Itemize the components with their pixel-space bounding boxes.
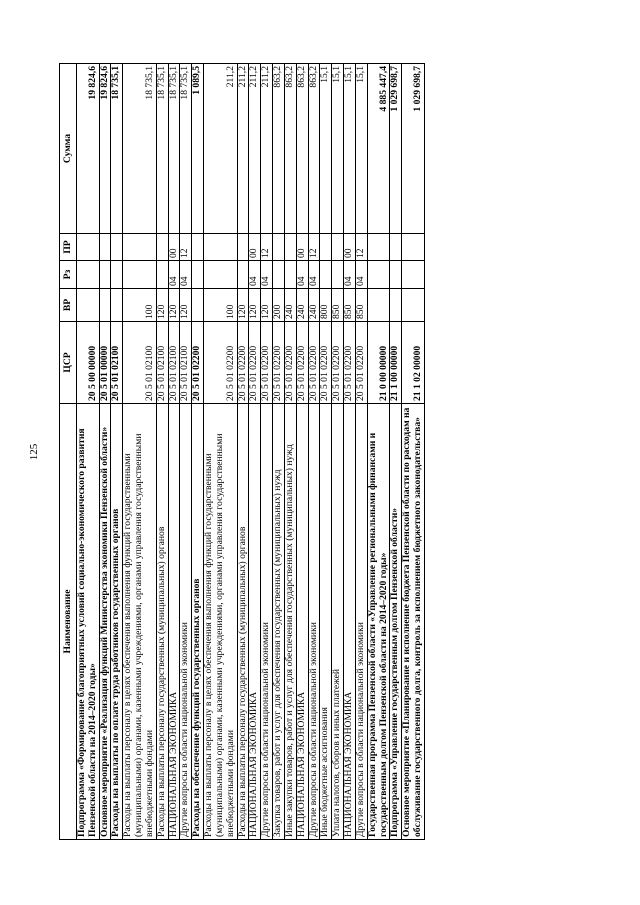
- cell-vr: 100: [123, 289, 156, 322]
- cell-name: Расходы на выплаты персоналу государственных (муниципальных) органов: [156, 404, 168, 840]
- cell-sum: 18 735,1: [111, 64, 123, 234]
- cell-pr: [320, 234, 332, 261]
- cell-pr: 00: [344, 234, 356, 261]
- cell-csr: 21 1 00 00000: [390, 322, 402, 404]
- header-vr: ВР: [60, 289, 77, 322]
- cell-name: Иные бюджетные ассигнования: [320, 404, 332, 840]
- cell-rz: 04: [355, 261, 367, 289]
- cell-vr: 200: [273, 289, 285, 322]
- cell-csr: 20 5 01 02200: [332, 322, 344, 404]
- table-row: [111, 64, 123, 840]
- cell-pr: [192, 234, 204, 261]
- cell-rz: 04: [249, 261, 261, 289]
- table-row: [261, 64, 273, 840]
- cell-sum: 211,2: [261, 64, 273, 234]
- cell-pr: 12: [308, 234, 320, 261]
- cell-vr: 240: [308, 289, 320, 322]
- cell-pr: [367, 234, 390, 261]
- table-row: [355, 64, 367, 840]
- header-pr: ПР: [60, 234, 77, 261]
- table-header-row: [60, 64, 77, 840]
- cell-name: Государственная программа Пензенской области «Управление региональными финансами и государственным долгом Пензенской области на 2014–2020 годы»: [367, 404, 390, 840]
- cell-csr: 20 5 01 02200: [355, 322, 367, 404]
- cell-rz: [367, 261, 390, 289]
- cell-name: НАЦИОНАЛЬНАЯ ЭКОНОМИКА: [168, 404, 180, 840]
- cell-vr: [367, 289, 390, 322]
- cell-name: Другие вопросы в области национальной экономики: [355, 404, 367, 840]
- table-row: [99, 64, 111, 840]
- cell-vr: 120: [168, 289, 180, 322]
- cell-name: Другие вопросы в области национальной экономики: [308, 404, 320, 840]
- header-csr: ЦСР: [60, 322, 77, 404]
- cell-rz: [273, 261, 285, 289]
- cell-vr: 120: [261, 289, 273, 322]
- table-row: [332, 64, 344, 840]
- cell-pr: [273, 234, 285, 261]
- cell-pr: 00: [168, 234, 180, 261]
- cell-sum: 211,2: [249, 64, 261, 234]
- cell-csr: 20 5 01 02200: [237, 322, 249, 404]
- cell-pr: [99, 234, 111, 261]
- cell-sum: 15,1: [332, 64, 344, 234]
- cell-csr: 20 5 01 02100: [156, 322, 168, 404]
- cell-csr: 20 5 01 02200: [249, 322, 261, 404]
- cell-vr: 850: [355, 289, 367, 322]
- cell-pr: [111, 234, 123, 261]
- cell-sum: 15,1: [355, 64, 367, 234]
- table-row: [402, 64, 425, 840]
- cell-name: Подпрограмма «Формирование благоприятных условий социально-экономического развития Пензенской области на 2014–2020 годы»: [77, 404, 100, 840]
- table-row: [284, 64, 296, 840]
- cell-rz: [390, 261, 402, 289]
- cell-rz: [156, 261, 168, 289]
- cell-pr: [204, 234, 237, 261]
- cell-sum: 18 735,1: [156, 64, 168, 234]
- cell-pr: [156, 234, 168, 261]
- table-row: [168, 64, 180, 840]
- cell-csr: 20 5 01 02200: [273, 322, 285, 404]
- table-row: [77, 64, 100, 840]
- cell-sum: 19 824,6: [77, 64, 100, 234]
- cell-name: Расходы на выплаты персоналу в целях обеспечения выполнения функций государственными (муниципальными) органами, казенными учреждениями, органами управления государственными внебюджетными фондами: [204, 404, 237, 840]
- cell-pr: 00: [296, 234, 308, 261]
- cell-csr: 20 5 00 00000: [77, 322, 100, 404]
- table-row: [296, 64, 308, 840]
- cell-name: НАЦИОНАЛЬНАЯ ЭКОНОМИКА: [296, 404, 308, 840]
- cell-pr: 12: [261, 234, 273, 261]
- cell-name: НАЦИОНАЛЬНАЯ ЭКОНОМИКА: [344, 404, 356, 840]
- cell-csr: 20 5 01 02200: [344, 322, 356, 404]
- cell-rz: 04: [296, 261, 308, 289]
- cell-csr: 21 0 00 00000: [367, 322, 390, 404]
- cell-name: Закупка товаров, работ и услуг для обеспечения государственных (муниципальных) нужд: [273, 404, 285, 840]
- table-row: [344, 64, 356, 840]
- budget-table-container: [59, 64, 581, 840]
- cell-sum: 1 029 698,7: [390, 64, 402, 234]
- cell-csr: 20 5 01 02200: [284, 322, 296, 404]
- cell-csr: 20 5 01 02100: [180, 322, 192, 404]
- cell-vr: [402, 289, 425, 322]
- cell-sum: 863,2: [308, 64, 320, 234]
- cell-rz: [123, 261, 156, 289]
- cell-csr: 20 5 01 02200: [192, 322, 204, 404]
- cell-rz: 04: [308, 261, 320, 289]
- cell-rz: [77, 261, 100, 289]
- cell-pr: [237, 234, 249, 261]
- cell-csr: 20 5 01 02100: [123, 322, 156, 404]
- table-row: [273, 64, 285, 840]
- budget-table: [59, 63, 425, 840]
- cell-vr: 240: [296, 289, 308, 322]
- table-body: [77, 64, 425, 840]
- cell-rz: [402, 261, 425, 289]
- cell-sum: 863,2: [284, 64, 296, 234]
- cell-name: Иные закупки товаров, работ и услуг для обеспечения государственных (муниципальных) нужд: [284, 404, 296, 840]
- cell-vr: 120: [156, 289, 168, 322]
- cell-csr: 20 5 01 00000: [99, 322, 111, 404]
- cell-sum: 1 029 698,7: [402, 64, 425, 234]
- cell-vr: 850: [344, 289, 356, 322]
- cell-csr: 20 5 01 02200: [261, 322, 273, 404]
- cell-vr: [192, 289, 204, 322]
- cell-pr: [402, 234, 425, 261]
- cell-name: Основное мероприятие «Планирование и исполнение бюджета Пензенской области по расходам на обслуживание государственного долга, контроль за исполнением бюджетного законодательства»: [402, 404, 425, 840]
- cell-sum: 15,1: [344, 64, 356, 234]
- table-row: [156, 64, 168, 840]
- cell-csr: 20 5 01 02200: [204, 322, 237, 404]
- cell-vr: [99, 289, 111, 322]
- cell-name: Другие вопросы в области национальной экономики: [180, 404, 192, 840]
- cell-vr: 800: [320, 289, 332, 322]
- cell-sum: 4 885 447,4: [367, 64, 390, 234]
- cell-vr: 240: [284, 289, 296, 322]
- cell-pr: [284, 234, 296, 261]
- table-row: [390, 64, 402, 840]
- cell-rz: 04: [168, 261, 180, 289]
- cell-vr: 850: [332, 289, 344, 322]
- cell-pr: [123, 234, 156, 261]
- cell-name: Расходы на выплаты по оплате труда работников государственных органов: [111, 404, 123, 840]
- cell-vr: 100: [204, 289, 237, 322]
- cell-rz: 04: [180, 261, 192, 289]
- cell-vr: [390, 289, 402, 322]
- cell-vr: 120: [249, 289, 261, 322]
- cell-sum: 211,2: [237, 64, 249, 234]
- header-sum: Сумма: [60, 64, 77, 234]
- cell-pr: 12: [180, 234, 192, 261]
- cell-name: Основное мероприятие «Реализация функций Министерства экономики Пензенской области»: [99, 404, 111, 840]
- cell-name: НАЦИОНАЛЬНАЯ ЭКОНОМИКА: [249, 404, 261, 840]
- cell-vr: 120: [237, 289, 249, 322]
- table-row: [367, 64, 390, 840]
- cell-rz: 04: [344, 261, 356, 289]
- cell-csr: 20 5 01 02200: [308, 322, 320, 404]
- cell-sum: 211,2: [204, 64, 237, 234]
- cell-sum: 863,2: [273, 64, 285, 234]
- cell-rz: 04: [261, 261, 273, 289]
- cell-sum: 1 089,5: [192, 64, 204, 234]
- cell-name: Уплата налогов, сборов и иных платежей: [332, 404, 344, 840]
- cell-csr: 21 1 02 00000: [402, 322, 425, 404]
- header-rz: Рз: [60, 261, 77, 289]
- cell-rz: [204, 261, 237, 289]
- table-row: [249, 64, 261, 840]
- cell-name: Другие вопросы в области национальной экономики: [261, 404, 273, 840]
- cell-pr: 00: [249, 234, 261, 261]
- cell-rz: [111, 261, 123, 289]
- cell-name: Подпрограмма «Управление государственным долгом Пензенской области»: [390, 404, 402, 840]
- cell-name: Расходы на обеспечение функций государственных органов: [192, 404, 204, 840]
- cell-rz: [320, 261, 332, 289]
- cell-rz: [284, 261, 296, 289]
- cell-vr: [111, 289, 123, 322]
- table-row: [192, 64, 204, 840]
- cell-sum: 18 735,1: [180, 64, 192, 234]
- cell-pr: [332, 234, 344, 261]
- cell-sum: 18 735,1: [168, 64, 180, 234]
- table-row: [237, 64, 249, 840]
- cell-csr: 20 5 01 02100: [111, 322, 123, 404]
- cell-sum: 15,1: [320, 64, 332, 234]
- table-row: [308, 64, 320, 840]
- cell-sum: 19 824,6: [99, 64, 111, 234]
- table-row: [180, 64, 192, 840]
- cell-sum: 863,2: [296, 64, 308, 234]
- cell-pr: [77, 234, 100, 261]
- cell-csr: 20 5 01 02100: [168, 322, 180, 404]
- table-row: [320, 64, 332, 840]
- table-row: [123, 64, 156, 840]
- table-row: [204, 64, 237, 840]
- cell-rz: [192, 261, 204, 289]
- cell-pr: 12: [355, 234, 367, 261]
- cell-vr: [77, 289, 100, 322]
- header-name: Наименование: [60, 404, 77, 840]
- cell-csr: 20 5 01 02200: [296, 322, 308, 404]
- cell-sum: 18 735,1: [123, 64, 156, 234]
- cell-rz: [237, 261, 249, 289]
- cell-rz: [332, 261, 344, 289]
- cell-pr: [390, 234, 402, 261]
- cell-csr: 20 5 01 02200: [320, 322, 332, 404]
- cell-vr: 120: [180, 289, 192, 322]
- cell-rz: [99, 261, 111, 289]
- cell-name: Расходы на выплаты персоналу государственных (муниципальных) органов: [237, 404, 249, 840]
- cell-name: Расходы на выплаты персоналу в целях обеспечения выполнения функций государственными (муниципальными) органами, казенными учреждениями, органами управления государственными внебюджетными фондами: [123, 404, 156, 840]
- page-number: 125: [28, 443, 40, 461]
